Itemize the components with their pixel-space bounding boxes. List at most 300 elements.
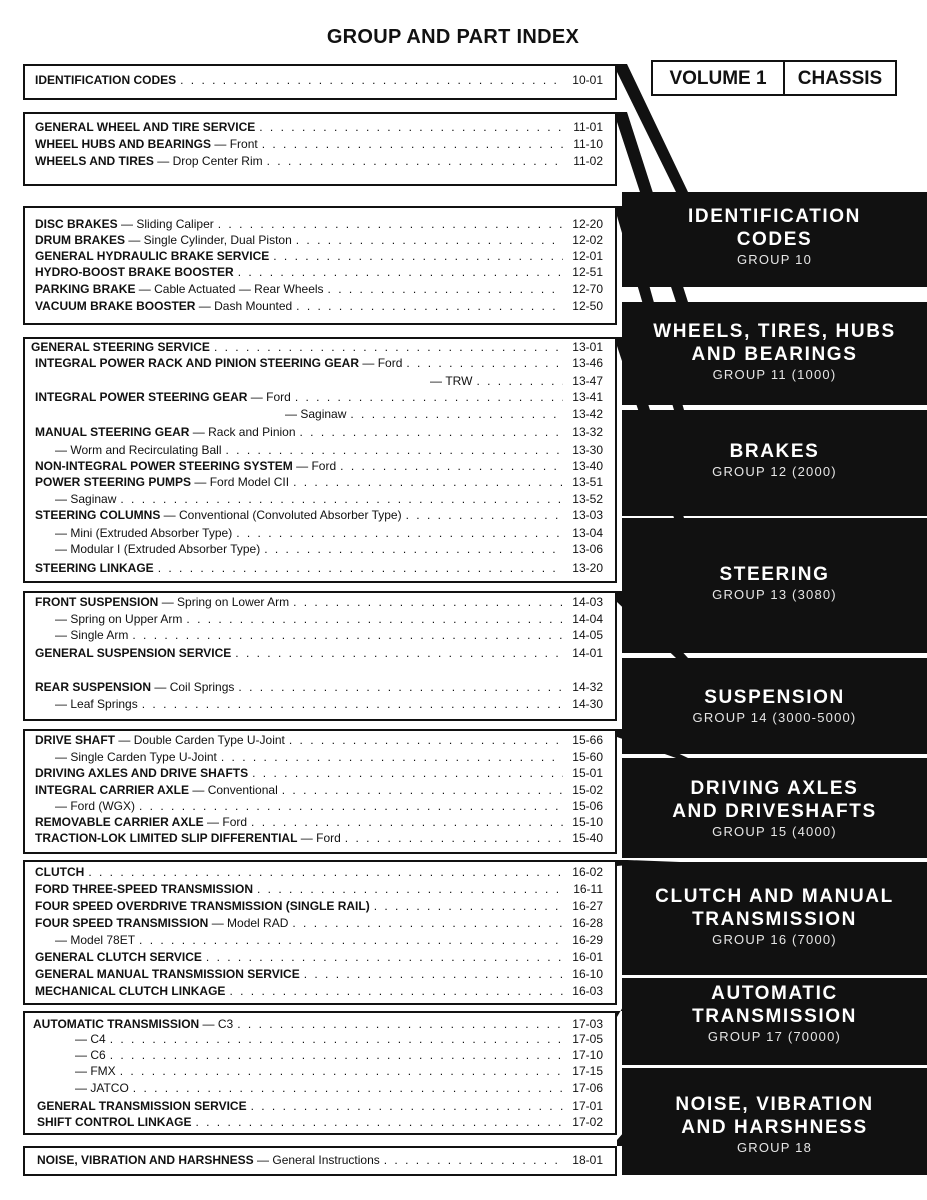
index-entry [37,1152,603,1168]
dot-leader [158,560,563,576]
entry-page-number: 13-20 [572,561,603,575]
entry-subtitle: Ford [222,815,248,829]
entry-title: HYDRO-BOOST BRAKE BOOSTER [35,265,234,279]
index-entry [75,1031,603,1047]
entry-title: GENERAL STEERING SERVICE [31,340,210,354]
entry-dash: — [292,459,312,473]
index-entry [55,442,603,458]
entry-subtitle: Cable Actuated — Rear Wheels [154,282,324,296]
group-tab-title: DRIVING AXLES [690,778,859,799]
entry-title: DRIVING AXLES AND DRIVE SHAFTS [35,766,249,780]
entry-subtitle: Ford Model CII [209,475,290,489]
entry-title: CLUTCH [35,865,85,879]
index-entry [75,1080,603,1096]
dot-leader [139,932,563,948]
index-entry [285,406,603,422]
entry-dash: — [55,750,71,764]
group-tab-number: GROUP 18 [736,1140,813,1155]
index-entry [33,1016,603,1032]
index-entry [35,966,603,982]
dot-leader [252,765,563,781]
index-group-box [23,112,617,186]
index-entry [35,424,603,440]
index-entry [35,153,603,169]
group-tab-title: AUTOMATIC [711,983,838,1004]
dot-leader [384,1152,563,1168]
entry-dash: — [135,282,155,296]
dot-leader [262,136,563,152]
group-tab-number: GROUP 12 (2000) [712,464,837,479]
entry-dash: — [253,1153,273,1167]
index-entry [35,389,603,405]
entry-title: MECHANICAL CLUTCH LINKAGE [35,984,226,998]
index-entry [35,216,603,232]
entry-dash: — [247,390,267,404]
index-entry [35,119,603,135]
dot-leader [273,248,563,264]
group-tab-number: GROUP 10 [736,252,813,267]
dot-leader [132,627,563,643]
dot-leader [350,406,563,422]
entry-title: WHEELS AND TIRES [35,154,154,168]
entry-dash: — [211,137,230,151]
entry-page-number: 13-40 [572,459,603,473]
entry-page-number: 14-01 [572,646,603,660]
entry-page-number: 12-51 [572,265,603,279]
index-entry [37,1114,603,1130]
entry-subtitle: Ford [377,356,403,370]
entry-dash: — [208,916,228,930]
entry-dash: — [55,697,71,711]
entry-page-number: 13-06 [572,542,603,556]
entry-subtitle: Conventional (Convoluted Absorber Type) [179,508,402,522]
entry-page-number: 17-15 [572,1064,603,1078]
group-tab-number: GROUP 17 (70000) [707,1029,842,1044]
entry-dash: — [199,1017,218,1031]
entry-title: DISC BRAKES [35,217,118,231]
entry-subtitle: Coil Springs [169,680,235,694]
entry-subtitle: Saginaw [70,492,117,506]
entry-dash: — [55,799,71,813]
entry-title: STEERING COLUMNS [35,508,161,522]
dot-leader [406,507,563,523]
dot-leader [328,281,563,297]
entry-dash: — [195,299,215,313]
dot-leader [195,1114,563,1130]
dot-leader [296,298,563,314]
index-entry [31,339,603,355]
entry-subtitle: C3 [217,1017,234,1031]
dot-leader [300,424,563,440]
dot-leader [221,749,563,765]
dot-leader [180,72,563,88]
entry-title: FOUR SPEED OVERDRIVE TRANSMISSION (SINGLE RAIL) [35,899,370,913]
entry-page-number: 16-11 [573,882,603,896]
index-entry [35,248,603,264]
dot-leader [345,830,563,846]
group-tab-title: CLUTCH AND MANUAL [655,886,894,907]
entry-page-number: 18-01 [572,1153,603,1167]
entry-subtitle: FMX [90,1064,116,1078]
entry-page-number: 12-01 [572,249,603,263]
entry-dash: — [189,425,209,439]
group-tab-number: GROUP 15 (4000) [712,824,837,839]
entry-page-number: 13-01 [572,340,603,354]
entry-title: INTEGRAL POWER RACK AND PINION STEERING GEAR [35,356,360,370]
dot-leader [296,232,563,248]
dot-leader [282,782,563,798]
group-tab-title: WHEELS, TIRES, HUBS [653,321,896,342]
group-tab-number: GROUP 11 (1000) [712,367,837,382]
dot-leader [142,696,563,712]
entry-title: PARKING BRAKE [35,282,136,296]
index-entry [35,864,603,880]
index-entry [55,798,603,814]
entry-page-number: 17-03 [572,1017,603,1031]
entry-title: FRONT SUSPENSION [35,595,159,609]
dot-leader [259,119,563,135]
dot-leader [236,525,563,541]
dot-leader [206,949,563,965]
entry-subtitle: TRW [445,374,473,388]
dot-leader [237,1016,563,1032]
entry-dash: — [153,154,173,168]
entry-subtitle: Modular I (Extruded Absorber Type) [70,542,261,556]
index-entry [35,355,603,371]
group-tab-title: STEERING [719,564,830,585]
dot-leader [293,594,563,610]
entry-subtitle: Model RAD [227,916,289,930]
entry-page-number: 15-02 [572,783,603,797]
dot-leader [226,442,563,458]
dot-leader [295,389,563,405]
index-entry [35,645,603,661]
index-entry [55,627,603,643]
entry-title: REAR SUSPENSION [35,680,152,694]
index-entry [35,458,603,474]
group-tab-label [622,1093,927,1157]
entry-dash: — [151,680,170,694]
entry-title: IDENTIFICATION CODES [35,73,177,87]
dot-leader [374,898,563,914]
index-entry [35,983,603,999]
entry-page-number: 16-27 [572,899,603,913]
entry-page-number: 13-30 [572,443,603,457]
entry-page-number: 13-47 [572,374,603,388]
entry-title: AUTOMATIC TRANSMISSION [33,1017,200,1031]
dot-leader [120,1063,563,1079]
index-entry [35,814,603,830]
entry-title: MANUAL STEERING GEAR [35,425,190,439]
index-entry [35,72,603,88]
entry-dash: — [115,733,134,747]
index-entry [37,1098,603,1114]
entry-page-number: 14-32 [572,680,603,694]
dot-leader [267,153,563,169]
index-group-box [23,860,617,1005]
dot-leader [292,915,563,931]
entry-subtitle: Ford [316,831,341,845]
volume-name: CHASSIS [797,68,883,89]
entry-title: WHEEL HUBS AND BEARINGS [35,137,212,151]
entry-page-number: 16-03 [572,984,603,998]
entry-dash: — [191,475,210,489]
entry-title: INTEGRAL POWER STEERING GEAR [35,390,248,404]
dot-leader [289,732,563,748]
entry-subtitle: C4 [90,1032,106,1046]
dot-leader [238,679,563,695]
entry-title: FORD THREE-SPEED TRANSMISSION [35,882,254,896]
volume-label: VOLUME 1 [653,62,785,94]
entry-page-number: 15-60 [572,750,603,764]
group-tab-number: GROUP 13 (3080) [712,587,837,602]
entry-dash: — [75,1064,91,1078]
dot-leader [120,491,563,507]
group-tab-title: AND HARSHNESS [681,1117,868,1138]
group-tab-title: SUSPENSION [704,687,845,708]
entry-title: POWER STEERING PUMPS [35,475,192,489]
index-entry [35,594,603,610]
entry-title: REMOVABLE CARRIER AXLE [35,815,204,829]
entry-title: DRIVE SHAFT [35,733,116,747]
entry-dash: — [55,612,71,626]
entry-page-number: 11-01 [573,120,603,134]
index-entry [35,560,603,576]
entry-subtitle: Spring on Lower Arm [177,595,290,609]
entry-dash: — [160,508,180,522]
index-entry [35,264,603,280]
group-tab-title: AND DRIVESHAFTS [672,801,877,822]
entry-subtitle: Model 78ET [70,933,136,947]
entry-page-number: 16-02 [572,865,603,879]
group-tab-label [622,686,927,727]
dot-leader [229,983,563,999]
group-tab-title: TRANSMISSION [692,909,857,930]
index-entry [35,830,603,846]
entry-page-number: 17-05 [572,1032,603,1046]
entry-page-number: 12-70 [572,282,603,296]
index-group-box [23,1146,617,1176]
entry-dash: — [189,783,208,797]
group-tab-label [622,320,927,384]
dot-leader [218,216,563,232]
index-entry [35,136,603,152]
entry-subtitle: Saginaw [300,407,347,421]
entry-title: GENERAL CLUTCH SERVICE [35,950,202,964]
dot-leader [186,611,563,627]
page-title: GROUP AND PART INDEX [326,26,580,48]
group-tab-label [622,205,927,269]
entry-title: GENERAL MANUAL TRANSMISSION SERVICE [35,967,300,981]
index-entry [55,525,603,541]
index-group-box [23,591,617,721]
entry-title: NON-INTEGRAL POWER STEERING SYSTEM [35,459,293,473]
dot-leader [88,864,563,880]
entry-page-number: 13-51 [572,475,603,489]
entry-dash: — [158,595,178,609]
entry-page-number: 12-02 [572,233,603,247]
index-entry [35,732,603,748]
entry-dash: — [359,356,378,370]
index-group-box [23,64,617,100]
entry-page-number: 15-66 [572,733,603,747]
entry-page-number: 15-10 [572,815,603,829]
entry-title: STEERING LINKAGE [35,561,154,575]
index-entry [35,679,603,695]
group-tab-title: BRAKES [729,441,820,462]
entry-page-number: 14-03 [572,595,603,609]
entry-page-number: 13-52 [572,492,603,506]
index-entry [430,373,603,389]
entry-dash: — [285,407,301,421]
entry-page-number: 13-32 [572,425,603,439]
group-tab-title: NOISE, VIBRATION [675,1094,874,1115]
entry-subtitle: Ford (WGX) [70,799,136,813]
entry-subtitle: Mini (Extruded Absorber Type) [70,526,233,540]
index-entry [55,541,603,557]
entry-dash: — [297,831,317,845]
entry-dash: — [55,443,71,457]
entry-page-number: 13-42 [572,407,603,421]
entry-title: SHIFT CONTROL LINKAGE [37,1115,192,1129]
volume-box [651,60,897,96]
entry-title: FOUR SPEED TRANSMISSION [35,916,209,930]
entry-page-number: 11-10 [573,137,603,151]
entry-subtitle: Ford [311,459,337,473]
dot-leader [340,458,563,474]
entry-dash: — [75,1081,91,1095]
index-group-box [23,729,617,854]
entry-page-number: 13-46 [572,356,603,370]
index-entry [55,696,603,712]
dot-leader [293,474,563,490]
entry-title: TRACTION-LOK LIMITED SLIP DIFFERENTIAL [35,831,298,845]
entry-dash: — [55,628,71,642]
index-group-box [23,1011,617,1135]
dot-leader [235,645,563,661]
entry-title: NOISE, VIBRATION AND HARSHNESS [37,1153,254,1167]
group-tab-label [622,563,927,604]
index-entry [75,1047,603,1063]
index-entry [35,281,603,297]
entry-page-number: 14-30 [572,697,603,711]
entry-page-number: 16-01 [572,950,603,964]
dot-leader [139,798,563,814]
dot-leader [110,1031,563,1047]
group-tab-label [622,777,927,841]
index-entry [55,491,603,507]
group-tab-label [622,982,927,1046]
entry-dash: — [75,1032,91,1046]
entry-dash: — [430,374,446,388]
group-tab-title: IDENTIFICATION [688,206,861,227]
index-entry [35,298,603,314]
index-entry [55,611,603,627]
group-tab-number: GROUP 16 (7000) [712,932,837,947]
entry-title: GENERAL WHEEL AND TIRE SERVICE [35,120,256,134]
index-entry [35,881,603,897]
dot-leader [214,339,563,355]
dot-leader [133,1080,563,1096]
group-tab-label [622,885,927,949]
entry-subtitle: Ford [266,390,291,404]
index-entry [35,507,603,523]
entry-subtitle: General Instructions [272,1153,380,1167]
group-tab-title: TRANSMISSION [692,1006,857,1027]
entry-subtitle: Spring on Upper Arm [70,612,183,626]
entry-subtitle: Single Arm [70,628,129,642]
entry-page-number: 16-28 [572,916,603,930]
dot-leader [257,881,563,897]
entry-dash: — [55,933,71,947]
index-entry [35,765,603,781]
entry-subtitle: C6 [90,1048,106,1062]
index-entry [35,232,603,248]
entry-subtitle: Dash Mounted [214,299,293,313]
index-group-box [23,337,617,583]
entry-page-number: 12-50 [572,299,603,313]
entry-title: GENERAL TRANSMISSION SERVICE [37,1099,247,1113]
entry-page-number: 15-01 [572,766,603,780]
entry-dash: — [55,542,71,556]
entry-page-number: 14-04 [572,612,603,626]
index-entry [35,782,603,798]
entry-title: INTEGRAL CARRIER AXLE [35,783,190,797]
entry-page-number: 15-06 [572,799,603,813]
entry-dash: — [203,815,223,829]
entry-page-number: 11-02 [573,154,603,168]
entry-subtitle: Front [229,137,258,151]
entry-page-number: 15-40 [572,831,603,845]
index-entry [75,1063,603,1079]
entry-page-number: 17-06 [572,1081,603,1095]
dot-leader [264,541,563,557]
entry-dash: — [55,492,71,506]
entry-dash: — [75,1048,91,1062]
group-tab-title: AND BEARINGS [691,344,858,365]
index-entry [35,949,603,965]
entry-subtitle: Worm and Recirculating Ball [70,443,222,457]
entry-subtitle: Drop Center Rim [172,154,263,168]
entry-title: GENERAL SUSPENSION SERVICE [35,646,232,660]
entry-subtitle: Single Cylinder, Dual Piston [143,233,292,247]
entry-subtitle: JATCO [90,1081,129,1095]
group-tab-number: GROUP 14 (3000-5000) [692,710,857,725]
dot-leader [406,355,563,371]
entry-subtitle: Single Carden Type U-Joint [70,750,217,764]
entry-page-number: 17-01 [572,1099,603,1113]
entry-page-number: 14-05 [572,628,603,642]
entry-page-number: 12-20 [572,217,603,231]
entry-title: DRUM BRAKES [35,233,125,247]
dot-leader [304,966,563,982]
dot-leader [476,373,563,389]
dot-leader [251,814,563,830]
index-entry [35,474,603,490]
index-entry [35,898,603,914]
group-tab-label [622,440,927,481]
entry-subtitle: Sliding Caliper [136,217,214,231]
index-entry [55,749,603,765]
index-entry [55,932,603,948]
index-entry [35,915,603,931]
group-tab-title: CODES [736,229,813,250]
entry-page-number: 17-02 [572,1115,603,1129]
dot-leader [110,1047,563,1063]
entry-subtitle: Conventional [207,783,278,797]
entry-dash: — [125,233,144,247]
entry-page-number: 10-01 [572,73,603,87]
